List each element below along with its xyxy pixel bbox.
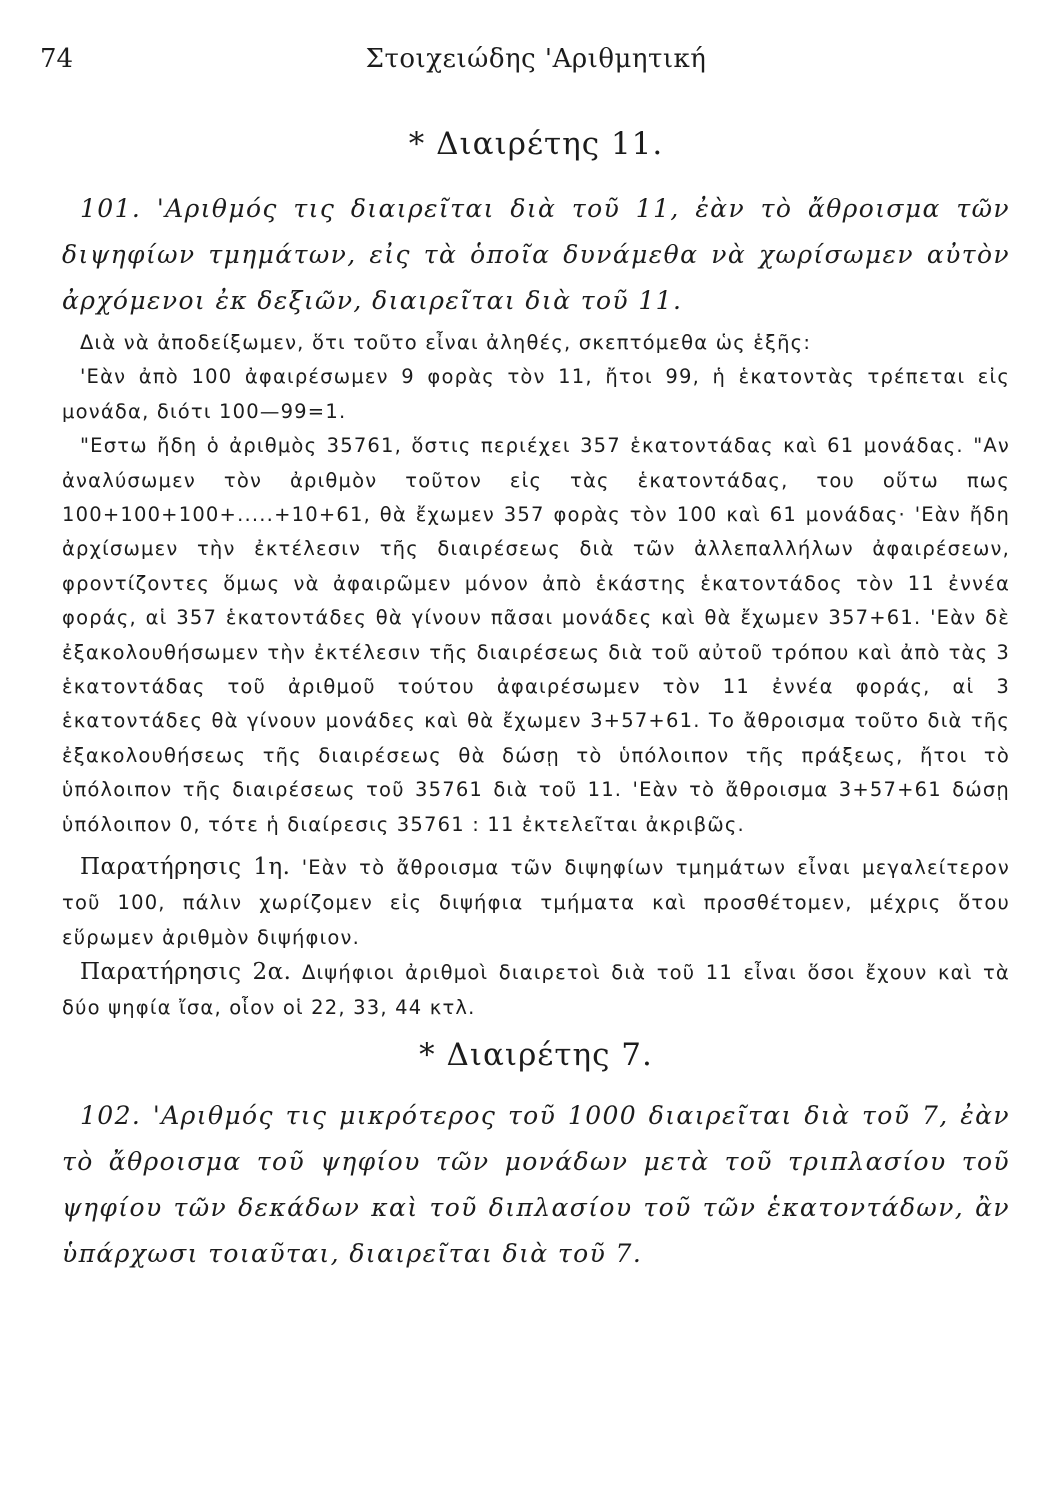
- section-heading-divisor-11: * Διαιρέτης 11.: [408, 126, 664, 162]
- proof-paragraph: [62, 360, 1010, 429]
- book-page: [40, 38, 1010, 1277]
- page-number: 74: [40, 44, 74, 74]
- section-heading-divisor-7: * Διαιρέτης 7.: [419, 1037, 653, 1074]
- remark-2-text: Διψήφιοι ἀριθμοὶ διαιρετοὶ διὰ τοῦ 11 εἶναι ὅσοι ἔχουν καὶ τὰ δύο ψηφία ἴσα, οἷον οἱ 22, 33, 44 κτλ.: [62, 961, 1010, 1020]
- proof-paragraph: [62, 429, 1010, 842]
- proof-paragraph-text: Διὰ νὰ ἀποδείξωμεν, ὅτι τοῦτο εἶναι ἀληθές, σκεπτόμεθα ὡς ἑξῆς:: [80, 331, 812, 354]
- theorem-101: [62, 186, 1010, 324]
- proof-paragraph: [62, 326, 1010, 360]
- theorem-102-text: 102. 'Αριθμός τις μικρότερος τοῦ 1000 διαιρεῖται διὰ τοῦ 7, ἐὰν τὸ ἄθροισμα τοῦ ψηφίου τῶν μονάδων μετὰ τοῦ τριπλασίου τοῦ ψηφίου τῶν δεκάδων καὶ τοῦ διπλασίου τοῦ τῶν ἑκατοντάδων, ἂν ὑπάρχωσι τοιαῦται, διαιρεῖται διὰ τοῦ 7.: [62, 1101, 1010, 1269]
- running-head: [40, 38, 1010, 86]
- running-title: Στοιχειώδης 'Αριθμητική: [365, 44, 707, 74]
- proof-paragraph-text: "Εστω ἤδη ὁ ἀριθμὸς 35761, ὅστις περιέχει 357 ἑκατοντάδας καὶ 61 μονάδας. "Αν ἀναλύσωμεν τὸν ἀριθμὸν τοῦτον εἰς τὰς ἑκατοντάδας, του οὕτω πως 100+100+100+.....+10+61, θὰ ἔχωμεν 357 φορὰς τὸν 100 καὶ 61 μονάδας· 'Εὰν ἤδη ἀρχίσωμεν τὴν ἐκτέλεσιν τῆς διαιρέσεως διὰ τῶν ἀλλεπαλλήλων ἀφαιρέσεων, φροντίζοντες ὅμως νὰ ἀφαιρῶμεν μόνον ἀπὸ ἑκάστης ἑκατοντάδος τὸν 11 ἐννέα φοράς, αἱ 357 ἑκατοντάδες θὰ γίνουν πᾶσαι μονάδες καὶ θὰ ἔχωμεν 357+61. 'Εὰν δὲ ἐξακολουθήσωμεν τὴν ἐκτέλεσιν τῆς διαιρέσεως διὰ τοῦ αὐτοῦ τρόπου καὶ ἀπὸ τὰς 3 ἑκατοντάδας τοῦ ἀριθμοῦ τούτου ἀφαιρέσωμεν τὸν 11 ἐννέα φοράς, αἱ 3 ἑκατοντάδες θὰ γίνουν μονάδες καὶ θὰ ἔχωμεν 3+57+61. Το ἄθροισμα τοῦτο διὰ τῆς ἐξακολουθήσεως τῆς διαιρέσεως θὰ δώσῃ τὸ ὑπόλοιπον τῆς πράξεως, ἤτοι τὸ ὑπόλοιπον τῆς διαιρέσεως τοῦ 35761 διὰ τοῦ 11. 'Εὰν τὸ ἄθροισμα 3+57+61 δώσῃ ὑπόλοιπον 0, τότε ἡ διαίρεσις 35761 : 11 ἐκτελεῖται ἀκριβῶς.: [62, 434, 1010, 836]
- theorem-102: [62, 1093, 1010, 1277]
- remark-1: [62, 850, 1010, 955]
- remark-1-text: 'Εὰν τὸ ἄθροισμα τῶν διψηφίων τμημάτων εἶναι μεγαλείτερον τοῦ 100, πάλιν χωρίζομεν εἰς διψήφια τμήματα καὶ προσθέτομεν, μέχρις ὅτου εὕρωμεν ἀριθμὸν διψήφιον.: [62, 856, 1010, 950]
- theorem-101-text: 101. 'Αριθμός τις διαιρεῖται διὰ τοῦ 11, ἐὰν τὸ ἄθροισμα τῶν διψηφίων τμημάτων, εἰς τὰ ὁποῖα δυνάμεθα νὰ χωρίσωμεν αὐτὸν ἀρχόμενοι ἐκ δεξιῶν, διαιρεῖται διὰ τοῦ 11.: [62, 194, 1010, 315]
- remark-2-title: Παρατήρησις 2α.: [80, 959, 292, 986]
- remark-1-title: Παρατήρησις 1η.: [80, 854, 291, 881]
- remark-2: [62, 955, 1010, 1025]
- proof-paragraph-text: 'Εὰν ἀπὸ 100 ἀφαιρέσωμεν 9 φορὰς τὸν 11, ἤτοι 99, ἡ ἑκατοντὰς τρέπεται εἰς μονάδα, διότι 100—99=1.: [62, 365, 1010, 423]
